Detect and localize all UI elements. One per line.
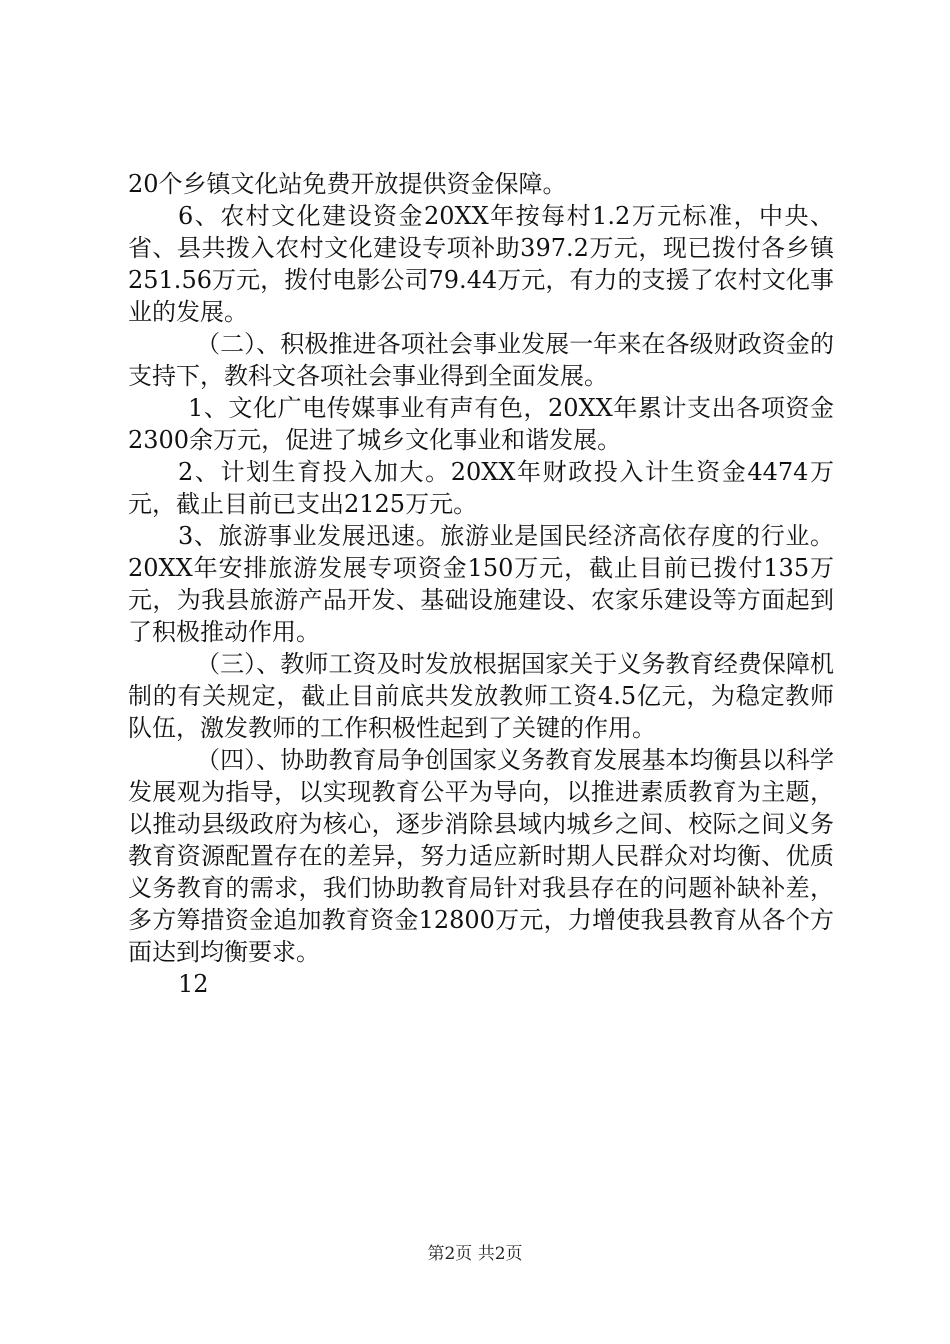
paragraph-7: （三）、教师工资及时发放根据国家关于义务教育经费保障机制的有关规定，截止目前底共发放教师工资4.5亿元，为稳定教师队伍，激发教师的工作积极性起到了关键的作用。 [128,650,834,742]
paragraph-4: 1、文化广电传媒事业有声有色，20XX年累计支出各项资金2300余万元，促进了城乡文化事业和谐发展。 [128,394,834,454]
paragraph-1: 20个乡镇文化站免费开放提供资金保障。 [128,170,567,198]
paragraph-9: 12 [178,970,209,998]
page-footer: 第2页 共2页 [427,1244,523,1264]
document-body [128,168,834,1000]
paragraph-8: （四）、协助教育局争创国家义务教育发展基本均衡县以科学发展观为指导，以实现教育公平为导向，以推进素质教育为主题，以推动县级政府为核心，逐步消除县域内城乡之间、校际之间义务教育资源配置存在的差异，努力适应新时期人民群众对均衡、优质义务教育的需求，我们协助教育局针对我县存在的问题补缺补差，多方筹措资金追加教育资金12800万元，力增使我县教育从各个方面达到均衡要求。 [128,746,834,966]
paragraph-5: 2、计划生育投入加大。20XX年财政投入计生资金4474万元，截止目前已支出2125万元。 [128,458,834,518]
paragraph-3: （二）、积极推进各项社会事业发展一年来在各级财政资金的支持下，教科文各项社会事业得到全面发展。 [128,330,834,390]
paragraph-6: 3、旅游事业发展迅速。旅游业是国民经济高依存度的行业。20XX年安排旅游发展专项资金150万元，截止目前已拨付135万元，为我县旅游产品开发、基础设施建设、农家乐建设等方面起到了积极推动作用。 [128,522,834,646]
paragraph-2: 6、农村文化建设资金20XX年按每村1.2万元标准，中央、省、县共拨入农村文化建设专项补助397.2万元，现已拨付各乡镇251.56万元，拨付电影公司79.44万元，有力的支援了农村文化事业的发展。 [128,202,834,326]
